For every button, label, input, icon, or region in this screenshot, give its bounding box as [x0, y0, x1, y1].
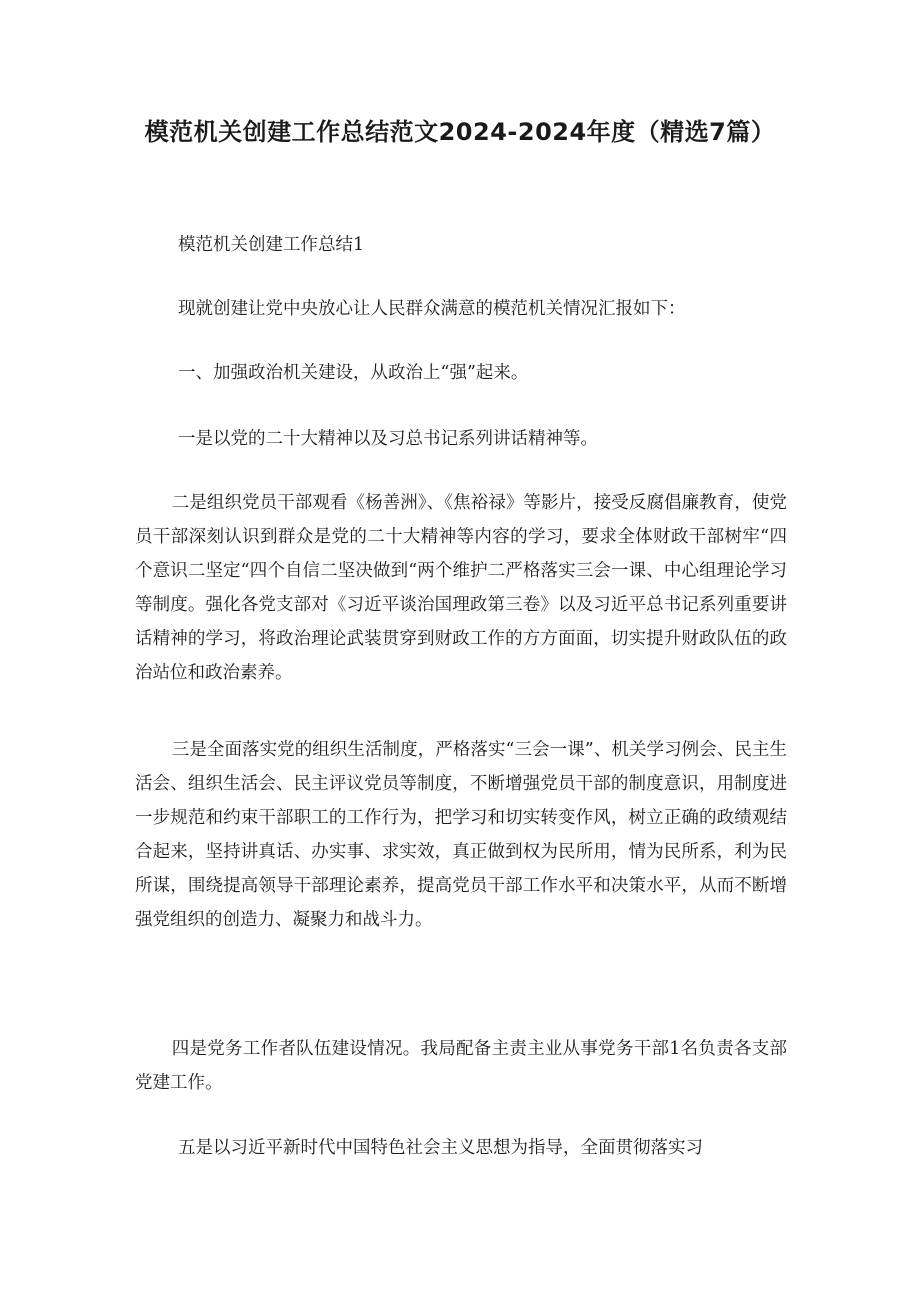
paragraph-heading-one: 一、加强政治机关建设，从政治上“强”起来。: [178, 363, 529, 383]
paragraph-point-one: 一是以党的二十大精神以及习总书记系列讲话精神等。: [178, 429, 598, 449]
section-heading: 模范机关创建工作总结1: [178, 235, 365, 255]
paragraph-point-two: 二是组织党员干部观看《杨善洲》、《焦裕禄》等影片，接受反腐倡廉教育，使党员干部深刻认识到群众是党的二十大精神等内容的学习，要求全体财政干部树牢“四个意识二坚定“四个自信二坚决做到“两个维护二严格落实三会一课、中心组理论学习等制度。强化各党支部对《习近平谈治国理政第三卷》以及习近平总书记系列重要讲话精神的学习，将政治理论武装贯穿到财政工作的方方面面，切实提升财政队伍的政治站位和政治素养。: [135, 493, 787, 683]
paragraph-point-three: 三是全面落实党的组织生活制度，严格落实“三会一课”、机关学习例会、民主生活会、组织生活会、民主评议党员等制度，不断增强党员干部的制度意识，用制度进一步规范和约束干部职工的工作行为，把学习和切实转变作风，树立正确的政绩观结合起来，坚持讲真话、办实事、求实效，真正做到权为民所用，情为民所系，利为民所谋，围绕提高领导干部理论素养，提高党员干部工作水平和决策水平，从而不断增强党组织的创造力、凝聚力和战斗力。: [135, 740, 787, 930]
paragraph-point-four: 四是党务工作者队伍建设情况。我局配备主责主业从事党务干部1名负责各支部党建工作。: [135, 1039, 787, 1093]
document-title: 模范机关创建工作总结范文2024-2024年度（精选7篇）: [144, 118, 776, 146]
paragraph-point-five: 五是以习近平新时代中国特色社会主义思想为指导，全面贯彻落实习: [178, 1138, 703, 1158]
paragraph-intro: 现就创建让党中央放心让人民群众满意的模范机关情况汇报如下：: [178, 299, 686, 319]
